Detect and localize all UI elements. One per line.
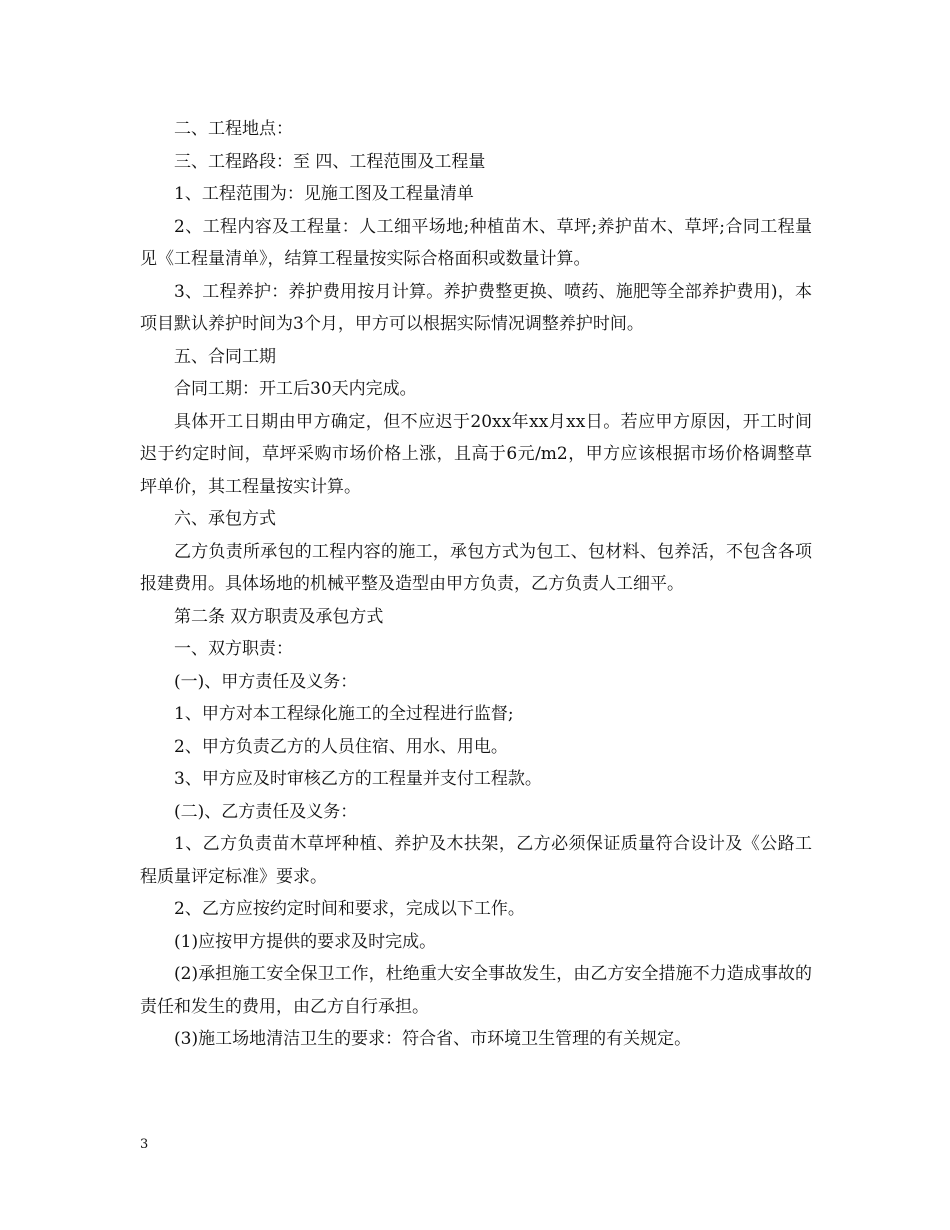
paragraph: 1、乙方负责苗木草坪种植、养护及木扶架，乙方必须保证质量符合设计及《公路工程质量评定标准》要求。	[140, 834, 812, 887]
paragraph: 2、乙方应按约定时间和要求，完成以下工作。	[174, 899, 525, 919]
paragraph: 一、双方职责：	[174, 639, 293, 659]
paragraph: 2、甲方负责乙方的人员住宿、用水、用电。	[174, 736, 508, 757]
paragraph: 合同工期：开工后30天内完成。	[174, 379, 417, 399]
paragraph: 具体开工日期由甲方确定，但不应迟于20xx年xx月xx日。若应甲方原因，开工时间迟于约定时间，草坪采购市场价格上涨，且高于6元/m2，甲方应该根据市场价格调整草坪单价，其工程量按实计算。	[140, 411, 812, 497]
paragraph: 五、合同工期	[174, 346, 276, 367]
paragraph: (2)承担施工安全保卫工作，杜绝重大安全事故发生，由乙方安全措施不力造成事故的责任和发生的费用，由乙方自行承担。	[140, 964, 812, 1017]
paragraph: (二)、乙方责任及义务：	[174, 801, 358, 822]
paragraph: 3、甲方应及时审核乙方的工程量并支付工程款。	[174, 769, 542, 789]
paragraph: (一)、甲方责任及义务：	[174, 671, 358, 692]
paragraph: 1、甲方对本工程绿化施工的全过程进行监督;	[174, 704, 514, 724]
paragraph: 2、工程内容及工程量：人工细平场地;种植苗木、草坪;养护苗木、草坪;合同工程量见《工程量清单》，结算工程量按实际合格面积或数量计算。	[140, 216, 812, 269]
paragraph: (1)应按甲方提供的要求及时完成。	[174, 931, 437, 952]
paragraph: 3、工程养护：养护费用按月计算。养护费整更换、喷药、施肥等全部养护费用)，本项目默认养护时间为3个月，甲方可以根据实际情况调整养护时间。	[140, 281, 812, 334]
document-body	[140, 113, 812, 1056]
paragraph: 乙方负责所承包的工程内容的施工，承包方式为包工、包材料、包养活，不包含各项报建费用。具体场地的机械平整及造型由甲方负责，乙方负责人工细平。	[140, 541, 812, 594]
paragraph: 六、承包方式	[174, 509, 276, 529]
paragraph: 三、工程路段：至 四、工程范围及工程量	[174, 151, 486, 172]
paragraph: 第二条 双方职责及承包方式	[174, 606, 384, 627]
paragraph: (3)施工场地清洁卫生的要求：符合省、市环境卫生管理的有关规定。	[174, 1029, 692, 1049]
paragraph: 二、工程地点：	[174, 119, 293, 139]
paragraph: 1、工程范围为：见施工图及工程量清单	[174, 184, 474, 204]
page-number: 3	[140, 1137, 149, 1152]
